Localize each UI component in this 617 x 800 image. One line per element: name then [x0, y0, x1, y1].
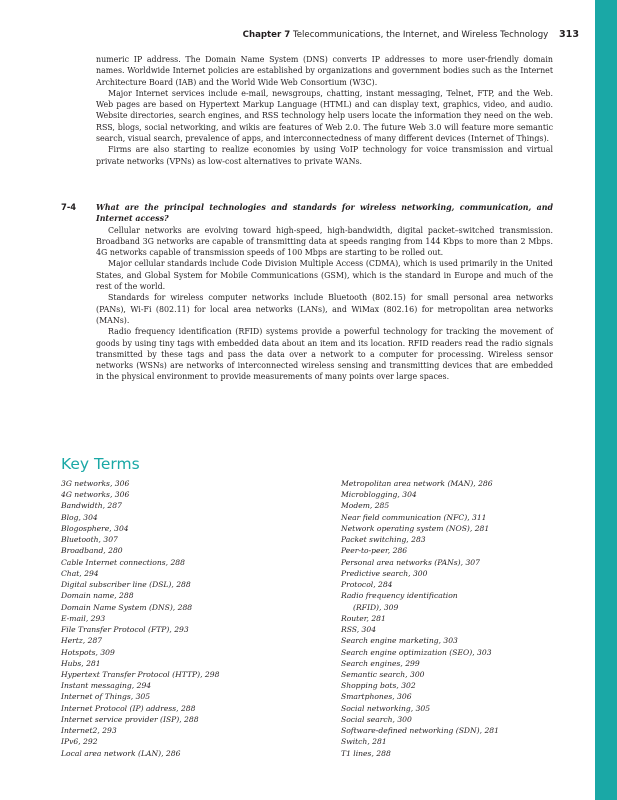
key-term: Instant messaging, 294: [61, 681, 152, 691]
key-term: Blogosphere, 304: [61, 523, 129, 533]
key-term: Social search, 300: [341, 714, 412, 724]
key-term: Domain name, 288: [61, 591, 134, 601]
key-term: File Transfer Protocol (FTP), 293: [61, 625, 189, 635]
key-term: Internet service provider (ISP), 288: [61, 714, 199, 724]
summary-continuation: [96, 54, 553, 167]
key-terms-left-column: [61, 478, 326, 759]
key-term: Domain Name System (DNS), 288: [61, 602, 193, 612]
key-term: (RFID), 309: [353, 602, 399, 612]
key-term: E-mail, 293: [61, 613, 106, 623]
key-term: Smartphones, 306: [341, 692, 412, 702]
running-header: [0, 29, 579, 41]
chapter-color-tab: [595, 0, 617, 800]
paragraph: numeric IP address. The Domain Name System (DNS) converts IP addresses to more user-friendly domain names. Worldwide Internet policies are established by organizations and government bodies such as the Internet Architecture Board (IAB) and the World Wide Web Consortium (W3C).: [96, 55, 553, 87]
key-term: Broadband, 280: [61, 546, 123, 556]
key-term: Search engine marketing, 303: [341, 636, 458, 646]
key-term: Personal area networks (PANs), 307: [341, 557, 480, 567]
key-term: Hotspots, 309: [61, 647, 115, 657]
paragraph: Standards for wireless computer networks include Bluetooth (802.15) for small personal area networks (PANs), Wi-Fi (802.11) for local area networks (LANs), and WiMax (802.16) for metropolitan area networks (MANs).: [96, 293, 553, 325]
key-term: Metropolitan area network (MAN), 286: [341, 479, 493, 488]
key-term: T1 lines, 288: [341, 748, 391, 758]
key-term: Cable Internet connections, 288: [61, 557, 185, 567]
key-term: Search engines, 299: [341, 658, 420, 668]
key-terms-heading: Key Terms: [61, 455, 140, 473]
paragraph: Major Internet services include e-mail, newsgroups, chatting, instant messaging, Telnet, FTP, and the Web. Web pages are based on Hypertext Markup Language (HTML) and can display text, graphics, video, and audio. Website directories, search engines, and RSS technology help users locate the information they need on the web. RSS, blogs, social networking, and wikis are features of Web 2.0. The future Web 3.0 will feature more semantic search, visual search, prevalence of apps, and interconnectedness of many different devices (Internet of Things).: [96, 88, 553, 144]
key-term: Bandwidth, 287: [61, 501, 122, 511]
key-term: Hypertext Transfer Protocol (HTTP), 298: [61, 669, 220, 679]
key-term: Internet2, 293: [61, 726, 117, 736]
paragraph: Radio frequency identification (RFID) systems provide a powerful technology for tracking the movement of goods by using tiny tags with embedded data about an item and its location. RFID readers read the radio signals transmitted by these tags and pass the data over a network to a computer for processing. Wireless sensor networks (WSNs) are networks of interconnected wireless sensing and transmitting devices that are embedded in the physical environment to provide measurements of many points over large spaces.: [96, 327, 553, 382]
key-term: Software-defined networking (SDN), 281: [341, 726, 499, 736]
key-term: Semantic search, 300: [341, 669, 425, 679]
key-term: Hubs, 281: [61, 658, 101, 668]
key-term: Switch, 281: [341, 737, 387, 747]
key-term: Near field communication (NFC), 311: [341, 512, 487, 522]
key-term: Modem, 285: [341, 501, 390, 511]
key-term: Radio frequency identification: [341, 591, 458, 601]
key-term: Packet switching, 283: [341, 535, 426, 545]
key-term: Chat, 294: [61, 568, 99, 578]
section-question: What are the principal technologies and standards for wireless networking, communication, and Internet access?: [96, 203, 553, 224]
key-term: RSS, 304: [341, 625, 377, 635]
key-term: IPv6, 292: [61, 737, 98, 747]
chapter-label: Chapter 7: [242, 30, 291, 40]
key-term: Shopping bots, 302: [341, 681, 416, 691]
paragraph: Cellular networks are evolving toward high-speed, high-bandwidth, digital packet–switched transmission. Broadband 3G networks are capable of transmitting data at speeds ranging from 144 Kbps to more than 2 Mbps. 4G networks capable of transmission speeds of 100 Mbps are starting to be rolled out.: [96, 225, 553, 258]
key-term: 3G networks, 306: [61, 479, 130, 488]
key-term: Network operating system (NOS), 281: [341, 523, 490, 533]
key-term: Protocol, 284: [341, 580, 393, 590]
key-term: Microblogging, 304: [341, 490, 417, 500]
key-term: Predictive search, 300: [341, 568, 428, 578]
key-term: Local area network (LAN), 286: [61, 748, 181, 758]
paragraph: Firms are also starting to realize economies by using VoIP technology for voice transmission and virtual private networks (VPNs) as low-cost alternatives to private WANs.: [96, 145, 553, 166]
key-term: Internet Protocol (IP) address, 288: [61, 703, 196, 713]
key-term: Digital subscriber line (DSL), 288: [61, 580, 191, 590]
page-number: 313: [558, 29, 579, 40]
key-term: Hertz, 287: [61, 636, 103, 646]
key-terms-right-column: [341, 478, 556, 759]
key-term: Internet of Things, 305: [61, 692, 151, 702]
chapter-title: Telecommunications, the Internet, and Wireless Technology: [292, 30, 549, 40]
key-term: Router, 281: [341, 613, 386, 623]
key-term: Search engine optimization (SEO), 303: [341, 647, 492, 657]
key-term: Bluetooth, 307: [61, 535, 118, 545]
key-term: Peer-to-peer, 286: [341, 546, 408, 556]
key-term: Blog, 304: [61, 512, 98, 522]
section-number: 7-4: [61, 202, 77, 212]
paragraph: Major cellular standards include Code Division Multiple Access (CDMA), which is used primarily in the United States, and Global System for Mobile Communications (GSM), which is the standard in Europe and much of the rest of the world.: [96, 259, 553, 292]
section-body: [96, 202, 553, 383]
key-term: Social networking, 305: [341, 703, 431, 713]
key-term: 4G networks, 306: [61, 490, 130, 500]
